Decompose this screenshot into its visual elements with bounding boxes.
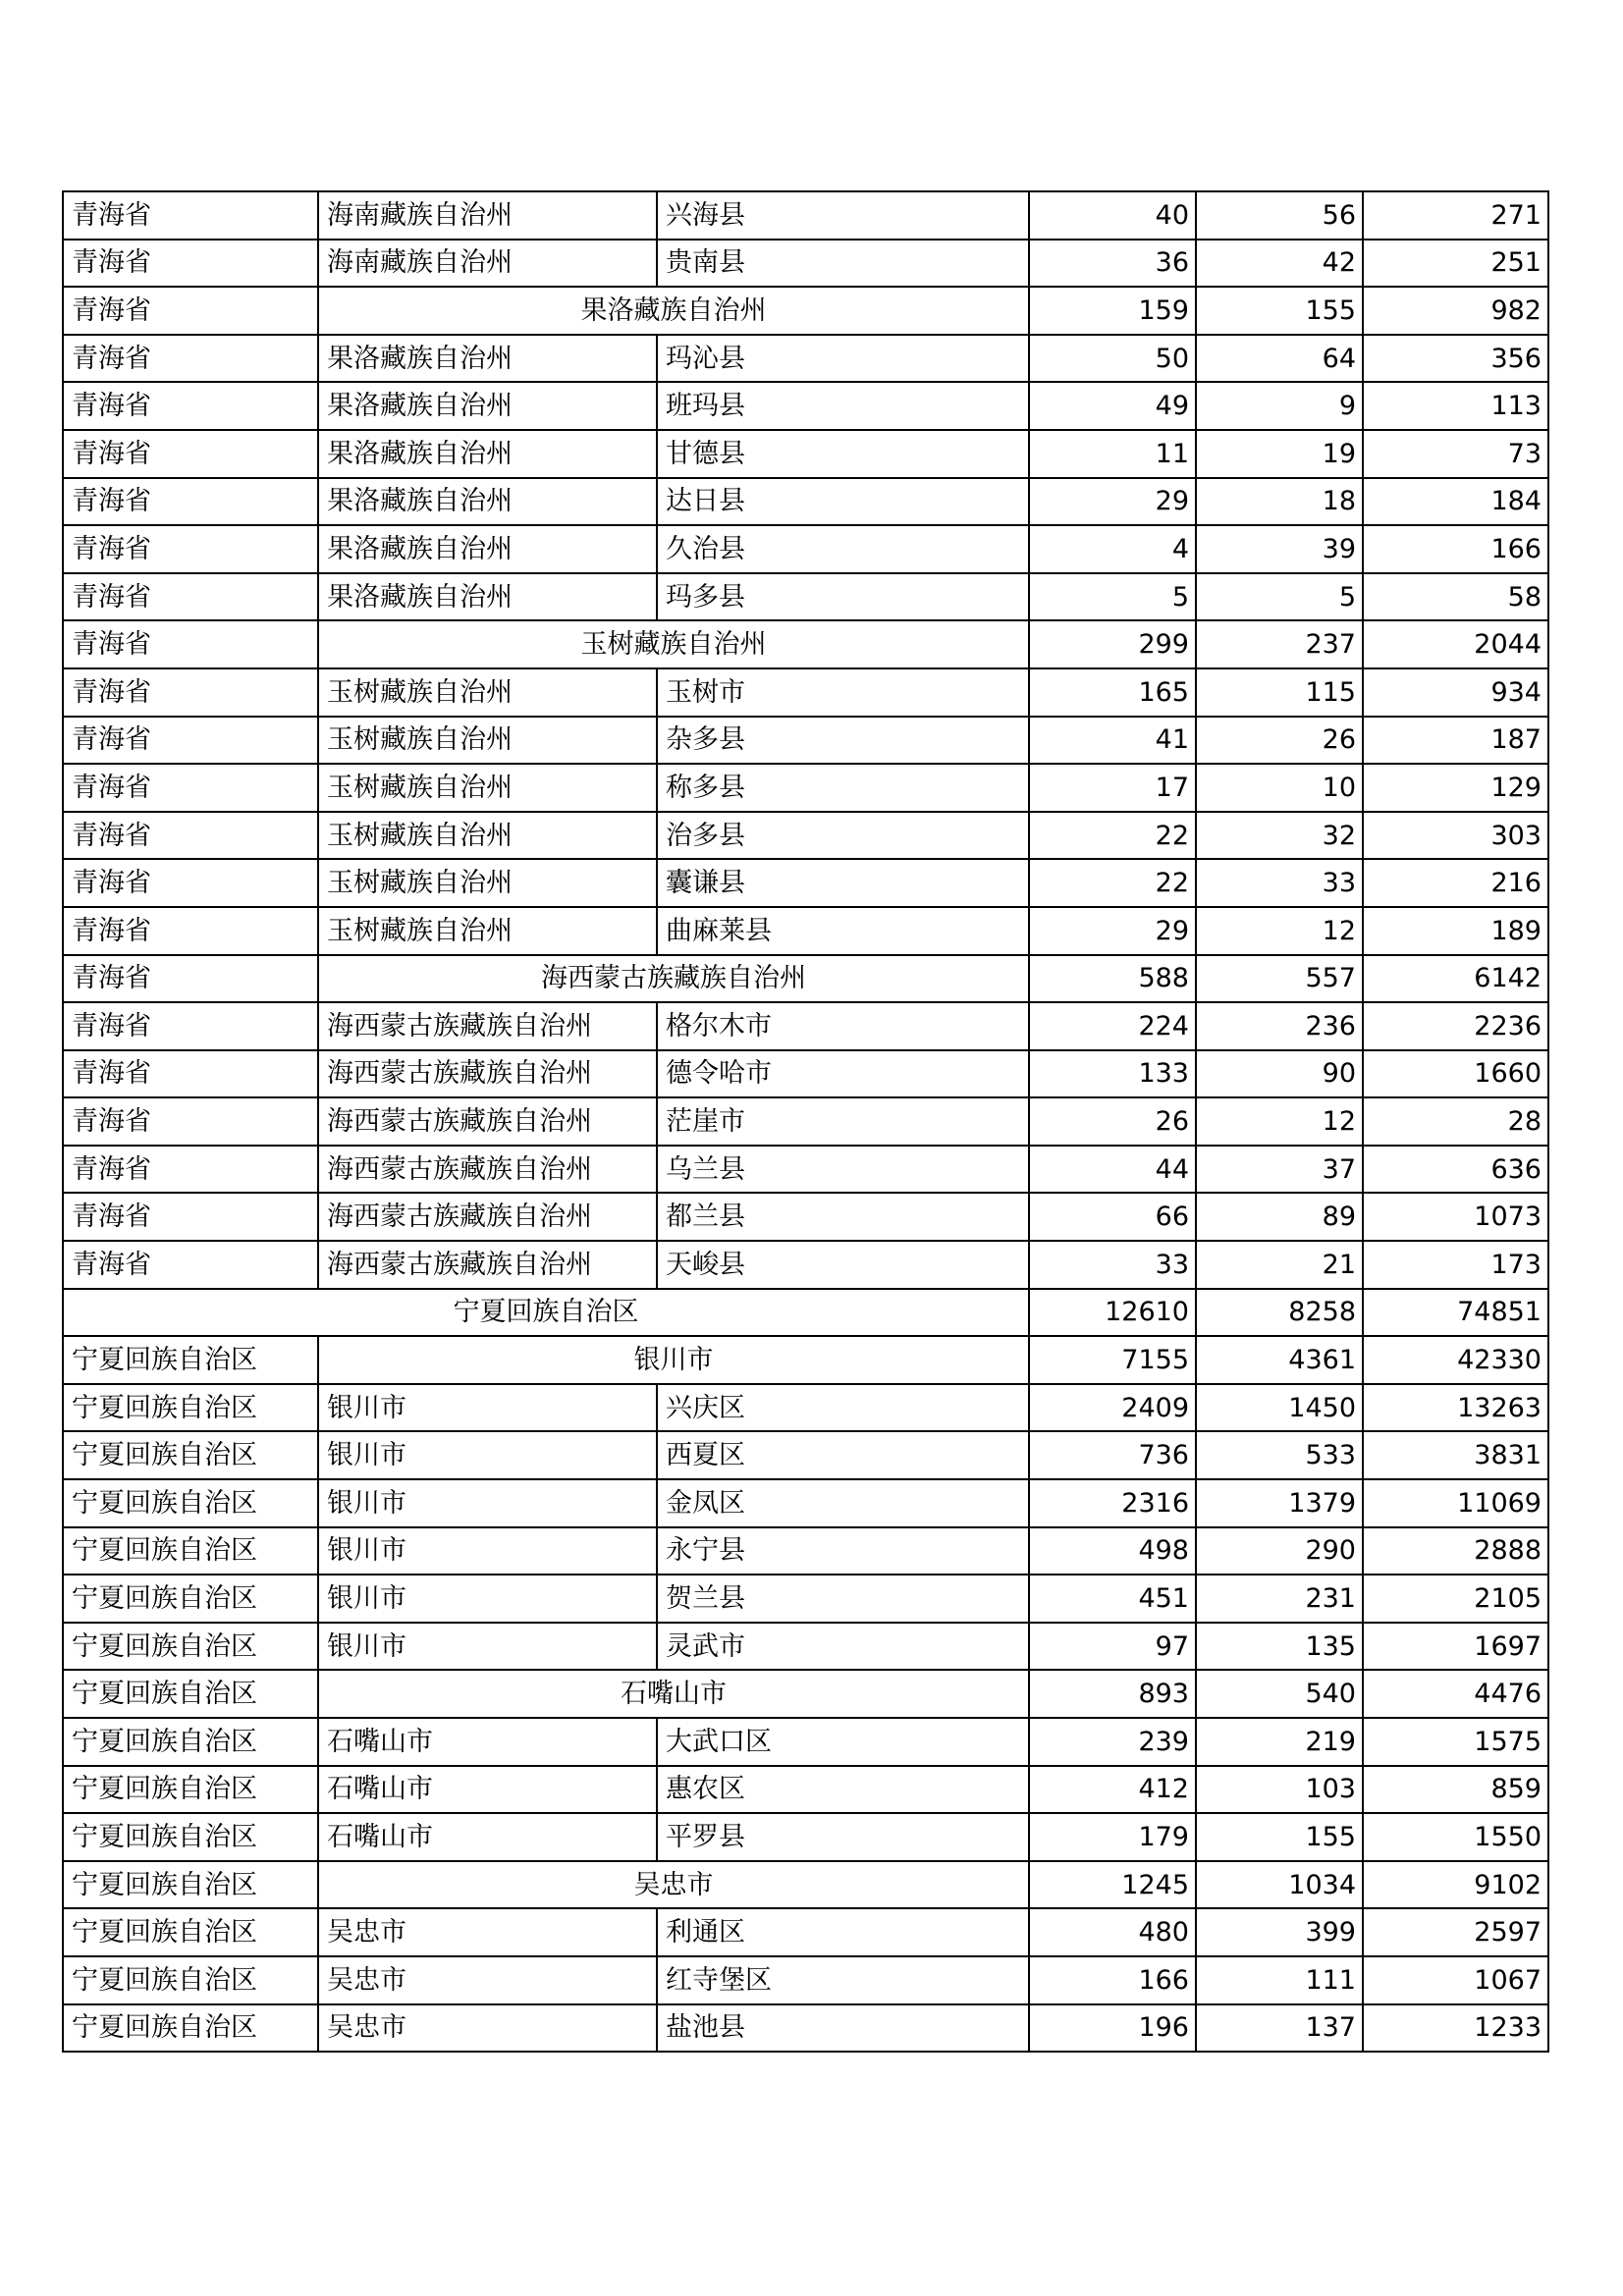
city-cell: 海西蒙古族藏族自治州 [318, 1050, 657, 1098]
table-row [63, 717, 1548, 765]
city-cell: 海南藏族自治州 [318, 191, 657, 240]
city-cell: 银川市 [318, 1384, 657, 1432]
table-row [63, 955, 1548, 1003]
province-cell: 青海省 [63, 478, 318, 526]
province-cell: 青海省 [63, 382, 318, 430]
value-cell-3: 636 [1363, 1146, 1548, 1194]
value-cell-3: 9102 [1363, 1861, 1548, 1909]
province-cell: 青海省 [63, 335, 318, 383]
county-cell: 利通区 [657, 1908, 1029, 1956]
province-cell: 青海省 [63, 812, 318, 860]
county-cell: 乌兰县 [657, 1146, 1029, 1194]
table-row [63, 1241, 1548, 1289]
value-cell-2: 155 [1196, 287, 1363, 335]
city-cell: 石嘴山市 [318, 1718, 657, 1766]
table-row [63, 1193, 1548, 1241]
province-cell: 青海省 [63, 1193, 318, 1241]
value-cell-2: 557 [1196, 955, 1363, 1003]
province-cell: 宁夏回族自治区 [63, 1813, 318, 1861]
value-cell-3: 4476 [1363, 1670, 1548, 1718]
city-cell: 玉树藏族自治州 [318, 812, 657, 860]
value-cell-3: 1660 [1363, 1050, 1548, 1098]
city-total-cell: 果洛藏族自治州 [318, 287, 1029, 335]
value-cell-2: 137 [1196, 2004, 1363, 2053]
value-cell-1: 2409 [1029, 1384, 1196, 1432]
city-total-cell: 石嘴山市 [318, 1670, 1029, 1718]
value-cell-1: 17 [1029, 764, 1196, 812]
value-cell-2: 89 [1196, 1193, 1363, 1241]
county-cell: 玛多县 [657, 573, 1029, 621]
table-row [63, 907, 1548, 955]
province-cell: 青海省 [63, 1050, 318, 1098]
value-cell-1: 22 [1029, 812, 1196, 860]
county-cell: 囊谦县 [657, 859, 1029, 907]
value-cell-1: 7155 [1029, 1336, 1196, 1384]
county-cell: 曲麻莱县 [657, 907, 1029, 955]
city-cell: 银川市 [318, 1623, 657, 1671]
table-row [63, 1289, 1548, 1337]
value-cell-2: 399 [1196, 1908, 1363, 1956]
value-cell-1: 4 [1029, 525, 1196, 573]
value-cell-1: 498 [1029, 1527, 1196, 1575]
province-cell: 青海省 [63, 1097, 318, 1146]
value-cell-2: 1450 [1196, 1384, 1363, 1432]
province-cell: 青海省 [63, 240, 318, 288]
city-cell: 海西蒙古族藏族自治州 [318, 1193, 657, 1241]
table-row [63, 525, 1548, 573]
value-cell-1: 299 [1029, 620, 1196, 668]
table-row [63, 812, 1548, 860]
value-cell-2: 1379 [1196, 1479, 1363, 1527]
county-cell: 班玛县 [657, 382, 1029, 430]
value-cell-1: 736 [1029, 1431, 1196, 1479]
value-cell-3: 1697 [1363, 1623, 1548, 1671]
value-cell-2: 290 [1196, 1527, 1363, 1575]
province-cell: 宁夏回族自治区 [63, 1908, 318, 1956]
city-cell: 银川市 [318, 1431, 657, 1479]
province-cell: 宁夏回族自治区 [63, 1956, 318, 2004]
city-cell: 果洛藏族自治州 [318, 335, 657, 383]
value-cell-2: 115 [1196, 668, 1363, 717]
county-cell: 灵武市 [657, 1623, 1029, 1671]
value-cell-2: 8258 [1196, 1289, 1363, 1337]
value-cell-2: 26 [1196, 717, 1363, 765]
value-cell-2: 33 [1196, 859, 1363, 907]
value-cell-3: 934 [1363, 668, 1548, 717]
value-cell-1: 29 [1029, 478, 1196, 526]
value-cell-2: 237 [1196, 620, 1363, 668]
county-cell: 贵南县 [657, 240, 1029, 288]
city-cell: 玉树藏族自治州 [318, 668, 657, 717]
province-cell: 青海省 [63, 668, 318, 717]
province-cell: 宁夏回族自治区 [63, 1766, 318, 1814]
city-cell: 海西蒙古族藏族自治州 [318, 1146, 657, 1194]
value-cell-2: 4361 [1196, 1336, 1363, 1384]
value-cell-2: 111 [1196, 1956, 1363, 2004]
value-cell-3: 42330 [1363, 1336, 1548, 1384]
value-cell-2: 155 [1196, 1813, 1363, 1861]
city-total-cell: 海西蒙古族藏族自治州 [318, 955, 1029, 1003]
value-cell-1: 40 [1029, 191, 1196, 240]
value-cell-1: 239 [1029, 1718, 1196, 1766]
value-cell-1: 36 [1029, 240, 1196, 288]
city-cell: 海南藏族自治州 [318, 240, 657, 288]
value-cell-1: 49 [1029, 382, 1196, 430]
province-cell: 宁夏回族自治区 [63, 1431, 318, 1479]
value-cell-3: 173 [1363, 1241, 1548, 1289]
value-cell-3: 2888 [1363, 1527, 1548, 1575]
value-cell-2: 39 [1196, 525, 1363, 573]
value-cell-3: 2105 [1363, 1575, 1548, 1623]
value-cell-2: 1034 [1196, 1861, 1363, 1909]
value-cell-1: 97 [1029, 1623, 1196, 1671]
county-cell: 玉树市 [657, 668, 1029, 717]
value-cell-3: 251 [1363, 240, 1548, 288]
value-cell-1: 2316 [1029, 1479, 1196, 1527]
county-cell: 都兰县 [657, 1193, 1029, 1241]
province-cell: 青海省 [63, 620, 318, 668]
table-row [63, 1670, 1548, 1718]
value-cell-2: 219 [1196, 1718, 1363, 1766]
table-row [63, 1623, 1548, 1671]
city-cell: 海西蒙古族藏族自治州 [318, 1097, 657, 1146]
table-body [63, 191, 1548, 2052]
county-cell: 天峻县 [657, 1241, 1029, 1289]
value-cell-1: 588 [1029, 955, 1196, 1003]
county-cell: 甘德县 [657, 430, 1029, 478]
value-cell-3: 11069 [1363, 1479, 1548, 1527]
province-cell: 青海省 [63, 764, 318, 812]
city-cell: 果洛藏族自治州 [318, 382, 657, 430]
value-cell-2: 540 [1196, 1670, 1363, 1718]
table-row [63, 668, 1548, 717]
value-cell-1: 893 [1029, 1670, 1196, 1718]
value-cell-3: 58 [1363, 573, 1548, 621]
table-row [63, 287, 1548, 335]
value-cell-3: 113 [1363, 382, 1548, 430]
value-cell-3: 356 [1363, 335, 1548, 383]
city-cell: 吴忠市 [318, 1908, 657, 1956]
table-row [63, 478, 1548, 526]
table-row [63, 335, 1548, 383]
city-cell: 吴忠市 [318, 2004, 657, 2053]
province-cell: 青海省 [63, 573, 318, 621]
value-cell-3: 1575 [1363, 1718, 1548, 1766]
value-cell-1: 50 [1029, 335, 1196, 383]
value-cell-2: 21 [1196, 1241, 1363, 1289]
value-cell-1: 179 [1029, 1813, 1196, 1861]
table-row [63, 1050, 1548, 1098]
city-cell: 玉树藏族自治州 [318, 717, 657, 765]
table-row [63, 1431, 1548, 1479]
city-cell: 果洛藏族自治州 [318, 430, 657, 478]
value-cell-2: 90 [1196, 1050, 1363, 1098]
province-cell: 青海省 [63, 1002, 318, 1050]
value-cell-3: 2597 [1363, 1908, 1548, 1956]
city-total-cell: 玉树藏族自治州 [318, 620, 1029, 668]
value-cell-1: 29 [1029, 907, 1196, 955]
value-cell-1: 451 [1029, 1575, 1196, 1623]
value-cell-1: 1245 [1029, 1861, 1196, 1909]
table-row [63, 1766, 1548, 1814]
value-cell-2: 135 [1196, 1623, 1363, 1671]
province-cell: 青海省 [63, 1146, 318, 1194]
table-row [63, 1146, 1548, 1194]
city-cell: 果洛藏族自治州 [318, 573, 657, 621]
value-cell-3: 129 [1363, 764, 1548, 812]
province-cell: 青海省 [63, 907, 318, 955]
value-cell-1: 159 [1029, 287, 1196, 335]
value-cell-1: 412 [1029, 1766, 1196, 1814]
county-cell: 平罗县 [657, 1813, 1029, 1861]
value-cell-2: 18 [1196, 478, 1363, 526]
value-cell-2: 37 [1196, 1146, 1363, 1194]
county-cell: 惠农区 [657, 1766, 1029, 1814]
county-cell: 盐池县 [657, 2004, 1029, 2053]
province-cell: 青海省 [63, 955, 318, 1003]
city-cell: 玉树藏族自治州 [318, 859, 657, 907]
value-cell-2: 10 [1196, 764, 1363, 812]
table-row [63, 1384, 1548, 1432]
province-cell: 宁夏回族自治区 [63, 1336, 318, 1384]
city-cell: 银川市 [318, 1479, 657, 1527]
county-cell: 杂多县 [657, 717, 1029, 765]
province-cell: 宁夏回族自治区 [63, 1575, 318, 1623]
table-row [63, 382, 1548, 430]
value-cell-2: 9 [1196, 382, 1363, 430]
county-cell: 称多县 [657, 764, 1029, 812]
value-cell-2: 56 [1196, 191, 1363, 240]
province-cell: 宁夏回族自治区 [63, 1623, 318, 1671]
table-row [63, 1861, 1548, 1909]
county-cell: 兴海县 [657, 191, 1029, 240]
value-cell-1: 224 [1029, 1002, 1196, 1050]
table-row [63, 1336, 1548, 1384]
province-cell: 宁夏回族自治区 [63, 1718, 318, 1766]
value-cell-2: 12 [1196, 1097, 1363, 1146]
city-cell: 海西蒙古族藏族自治州 [318, 1002, 657, 1050]
province-cell: 青海省 [63, 525, 318, 573]
table-row [63, 1956, 1548, 2004]
table-row [63, 240, 1548, 288]
value-cell-1: 26 [1029, 1097, 1196, 1146]
value-cell-1: 66 [1029, 1193, 1196, 1241]
county-cell: 金凤区 [657, 1479, 1029, 1527]
table-row [63, 1908, 1548, 1956]
table-row [63, 1002, 1548, 1050]
table-row [63, 1479, 1548, 1527]
value-cell-2: 19 [1196, 430, 1363, 478]
province-cell: 宁夏回族自治区 [63, 1479, 318, 1527]
province-cell: 青海省 [63, 717, 318, 765]
value-cell-3: 1073 [1363, 1193, 1548, 1241]
county-cell: 达日县 [657, 478, 1029, 526]
value-cell-3: 1067 [1363, 1956, 1548, 2004]
value-cell-3: 216 [1363, 859, 1548, 907]
table-row [63, 620, 1548, 668]
value-cell-1: 22 [1029, 859, 1196, 907]
value-cell-3: 189 [1363, 907, 1548, 955]
county-cell: 治多县 [657, 812, 1029, 860]
city-cell: 玉树藏族自治州 [318, 907, 657, 955]
value-cell-2: 12 [1196, 907, 1363, 955]
county-cell: 大武口区 [657, 1718, 1029, 1766]
value-cell-3: 303 [1363, 812, 1548, 860]
value-cell-1: 480 [1029, 1908, 1196, 1956]
value-cell-3: 859 [1363, 1766, 1548, 1814]
value-cell-3: 187 [1363, 717, 1548, 765]
value-cell-1: 41 [1029, 717, 1196, 765]
value-cell-3: 28 [1363, 1097, 1548, 1146]
value-cell-2: 64 [1196, 335, 1363, 383]
city-cell: 海西蒙古族藏族自治州 [318, 1241, 657, 1289]
city-total-cell: 银川市 [318, 1336, 1029, 1384]
value-cell-3: 2236 [1363, 1002, 1548, 1050]
county-cell: 德令哈市 [657, 1050, 1029, 1098]
county-cell: 兴庆区 [657, 1384, 1029, 1432]
statistics-table [62, 190, 1549, 2053]
value-cell-3: 1550 [1363, 1813, 1548, 1861]
province-cell: 青海省 [63, 430, 318, 478]
city-cell: 吴忠市 [318, 1956, 657, 2004]
value-cell-2: 42 [1196, 240, 1363, 288]
value-cell-2: 32 [1196, 812, 1363, 860]
table-row [63, 1718, 1548, 1766]
city-cell: 银川市 [318, 1527, 657, 1575]
county-cell: 西夏区 [657, 1431, 1029, 1479]
value-cell-3: 271 [1363, 191, 1548, 240]
table-row [63, 1097, 1548, 1146]
value-cell-1: 196 [1029, 2004, 1196, 2053]
value-cell-1: 12610 [1029, 1289, 1196, 1337]
value-cell-3: 3831 [1363, 1431, 1548, 1479]
value-cell-3: 166 [1363, 525, 1548, 573]
province-cell: 青海省 [63, 859, 318, 907]
province-cell: 宁夏回族自治区 [63, 1861, 318, 1909]
province-cell: 青海省 [63, 191, 318, 240]
city-total-cell: 吴忠市 [318, 1861, 1029, 1909]
value-cell-2: 236 [1196, 1002, 1363, 1050]
province-cell: 宁夏回族自治区 [63, 1527, 318, 1575]
county-cell: 玛沁县 [657, 335, 1029, 383]
value-cell-3: 2044 [1363, 620, 1548, 668]
table-row [63, 191, 1548, 240]
value-cell-2: 231 [1196, 1575, 1363, 1623]
value-cell-1: 5 [1029, 573, 1196, 621]
city-cell: 果洛藏族自治州 [318, 478, 657, 526]
value-cell-3: 982 [1363, 287, 1548, 335]
value-cell-3: 13263 [1363, 1384, 1548, 1432]
table-row [63, 1527, 1548, 1575]
table-row [63, 1575, 1548, 1623]
value-cell-2: 103 [1196, 1766, 1363, 1814]
value-cell-1: 165 [1029, 668, 1196, 717]
value-cell-3: 184 [1363, 478, 1548, 526]
table-row [63, 764, 1548, 812]
province-cell: 宁夏回族自治区 [63, 1384, 318, 1432]
county-cell: 贺兰县 [657, 1575, 1029, 1623]
value-cell-1: 44 [1029, 1146, 1196, 1194]
city-cell: 银川市 [318, 1575, 657, 1623]
value-cell-3: 74851 [1363, 1289, 1548, 1337]
province-total-cell: 宁夏回族自治区 [63, 1289, 1029, 1337]
county-cell: 永宁县 [657, 1527, 1029, 1575]
province-cell: 青海省 [63, 287, 318, 335]
province-cell: 宁夏回族自治区 [63, 2004, 318, 2053]
table-row [63, 859, 1548, 907]
county-cell: 茫崖市 [657, 1097, 1029, 1146]
city-cell: 玉树藏族自治州 [318, 764, 657, 812]
value-cell-2: 533 [1196, 1431, 1363, 1479]
table-row [63, 2004, 1548, 2053]
province-cell: 青海省 [63, 1241, 318, 1289]
value-cell-1: 11 [1029, 430, 1196, 478]
value-cell-3: 6142 [1363, 955, 1548, 1003]
value-cell-1: 133 [1029, 1050, 1196, 1098]
table-row [63, 430, 1548, 478]
county-cell: 红寺堡区 [657, 1956, 1029, 2004]
city-cell: 石嘴山市 [318, 1813, 657, 1861]
county-cell: 格尔木市 [657, 1002, 1029, 1050]
province-cell: 宁夏回族自治区 [63, 1670, 318, 1718]
city-cell: 石嘴山市 [318, 1766, 657, 1814]
table-row [63, 573, 1548, 621]
value-cell-2: 5 [1196, 573, 1363, 621]
city-cell: 果洛藏族自治州 [318, 525, 657, 573]
value-cell-1: 166 [1029, 1956, 1196, 2004]
value-cell-3: 1233 [1363, 2004, 1548, 2053]
county-cell: 久治县 [657, 525, 1029, 573]
value-cell-3: 73 [1363, 430, 1548, 478]
table-row [63, 1813, 1548, 1861]
value-cell-1: 33 [1029, 1241, 1196, 1289]
